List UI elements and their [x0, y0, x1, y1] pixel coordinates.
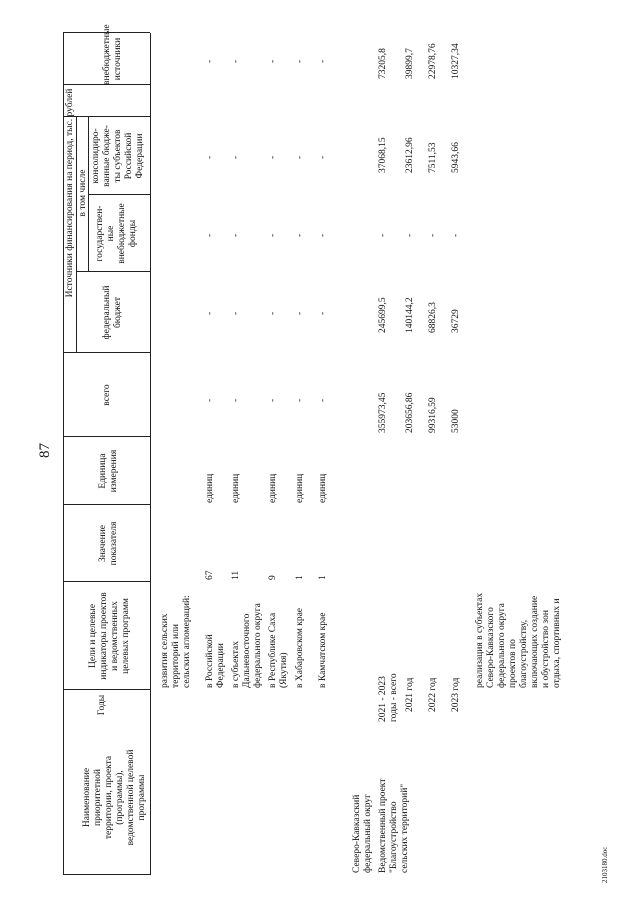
- offbudget-value: 39899,7: [405, 48, 415, 79]
- federal-value: 140144,2: [405, 297, 415, 333]
- header-total: всего: [102, 384, 112, 406]
- federal-value: 68826,3: [428, 302, 438, 333]
- year-label: 2023 год: [451, 677, 461, 712]
- funds-value: -: [451, 233, 461, 237]
- indicator-value: 11: [231, 570, 241, 580]
- funds-value: -: [378, 233, 388, 237]
- indicator-unit: единиц: [318, 473, 328, 503]
- total-value: 355973,45: [378, 392, 388, 433]
- indicator-value: 9: [268, 575, 278, 580]
- federal-value: 36729: [451, 309, 461, 333]
- header-value: Значение показателя: [98, 521, 119, 566]
- rotated-page: 87 2103180.doc Наименование приоритетной территории, проекта (программы), ведомственной целевой программы Годы Цели и целевые индикаторы проектов и ведомственных целевых программ Значение показателя Единица измерения всего Источники финансирования на период, тыс. рублей в том числе федеральный бюджет государствен- ные внебюджетные фонды консолидиро- ванные бюдже- ты субъектов Российской Федерации внебюджетные источники развития сельских территорий или сельских агломераций: в Российской Федерации 67 единиц в субъектах Дальневосточного федерального округа 11 единиц в Республике Саха (Якутия) 9 единиц в Хабаровском крае 1 единиц в Камчатском крае 1 единиц - - - - - - - - - - - - - - - - - - - - - - - - - Северо-Кавказский федеральный округ Ведомственный проект "Благоустройство сельских территорий" 2021 - 2023 годы - всего 355973,45 245699,5 - 37068,15 73205,8 2021 год 203656,86 140144,2 - 23612,96 39899,7 2022 год 99316,59 68826,3 - 7511,53 22978,76 2023 год 53000 36729 - 5943,66 10327,34 реализация в субъектах Северо-Кавказского федерального округа проектов по благоустройству, включающих создание и обустройство зон отдыха, спортивных и: [37, 24, 609, 883]
- funds-value: -: [428, 233, 438, 237]
- header-name: Наименование приоритетной территории, проекта (программы), ведомственной целевой программы: [82, 749, 147, 846]
- indicator-intro: развития сельских территорий или сельских агломераций:: [160, 595, 192, 688]
- header-unit: Единица измерения: [98, 449, 119, 493]
- indicator-unit: единиц: [205, 473, 215, 503]
- indicator-unit: единиц: [295, 473, 305, 503]
- total-value: 53000: [451, 409, 461, 433]
- header-offbudget: внебюджетные источники: [102, 24, 123, 85]
- header-years: Годы: [97, 694, 107, 716]
- total-value: 99316,59: [428, 397, 438, 433]
- indicator-row: в Российской Федерации: [205, 634, 226, 688]
- offbudget-value: 22978,76: [428, 43, 438, 79]
- indicator-row: в субъектах Дальневосточного федерального округа: [231, 603, 263, 688]
- indicator-row: в Хабаровском крае: [295, 607, 305, 688]
- consolidated-value: 23612,96: [405, 137, 415, 173]
- consolidated-value: 7511,53: [428, 142, 438, 173]
- project-label: Ведомственный проект "Благоустройство сельских территорий": [378, 778, 410, 873]
- year-label: 2021 - 2023 годы - всего: [378, 673, 399, 722]
- offbudget-value: 10327,34: [451, 43, 461, 79]
- header-funds: государствен- ные внебюджетные фонды: [95, 203, 138, 264]
- year-label: 2022 год: [428, 677, 438, 712]
- indicator-value: 67: [205, 570, 215, 580]
- indicator-value: 1: [295, 575, 305, 580]
- indicator-unit: единиц: [268, 473, 278, 503]
- consolidated-value: 5943,66: [451, 142, 461, 173]
- indicator-row: в Республике Саха (Якутия): [268, 612, 289, 688]
- offbudget-value: 73205,8: [378, 48, 388, 79]
- header-sources-title: Источники финансирования на период, тыс. рублей: [65, 88, 75, 298]
- indicator-value: 1: [318, 575, 328, 580]
- header-goals: Цели и целевые индикаторы проектов и ведомственных целевых программ: [88, 592, 131, 680]
- consolidated-value: 37068,15: [378, 137, 388, 173]
- indicator-unit: единиц: [231, 473, 241, 503]
- project-goal: реализация в субъектах Северо-Кавказского федерального округа проектов по благоустройству, включающих создание и обустройство зон отдыха, спортивных и: [475, 592, 562, 688]
- year-label: 2021 год: [405, 677, 415, 712]
- region-label: Северо-Кавказский федеральный округ: [352, 794, 373, 873]
- total-value: 203656,86: [405, 392, 415, 433]
- header-consolidated: консолидиро- ванные бюдже- ты субъектов Российской Федерации: [91, 125, 145, 187]
- header-federal: федеральный бюджет: [102, 285, 123, 340]
- indicator-row: в Камчатском крае: [318, 612, 328, 688]
- federal-value: 245699,5: [378, 297, 388, 333]
- footer-code: 2103180.doc: [601, 846, 609, 883]
- funds-value: -: [405, 233, 415, 237]
- page-number: 87: [37, 443, 53, 458]
- header-including: в том числе: [78, 169, 88, 217]
